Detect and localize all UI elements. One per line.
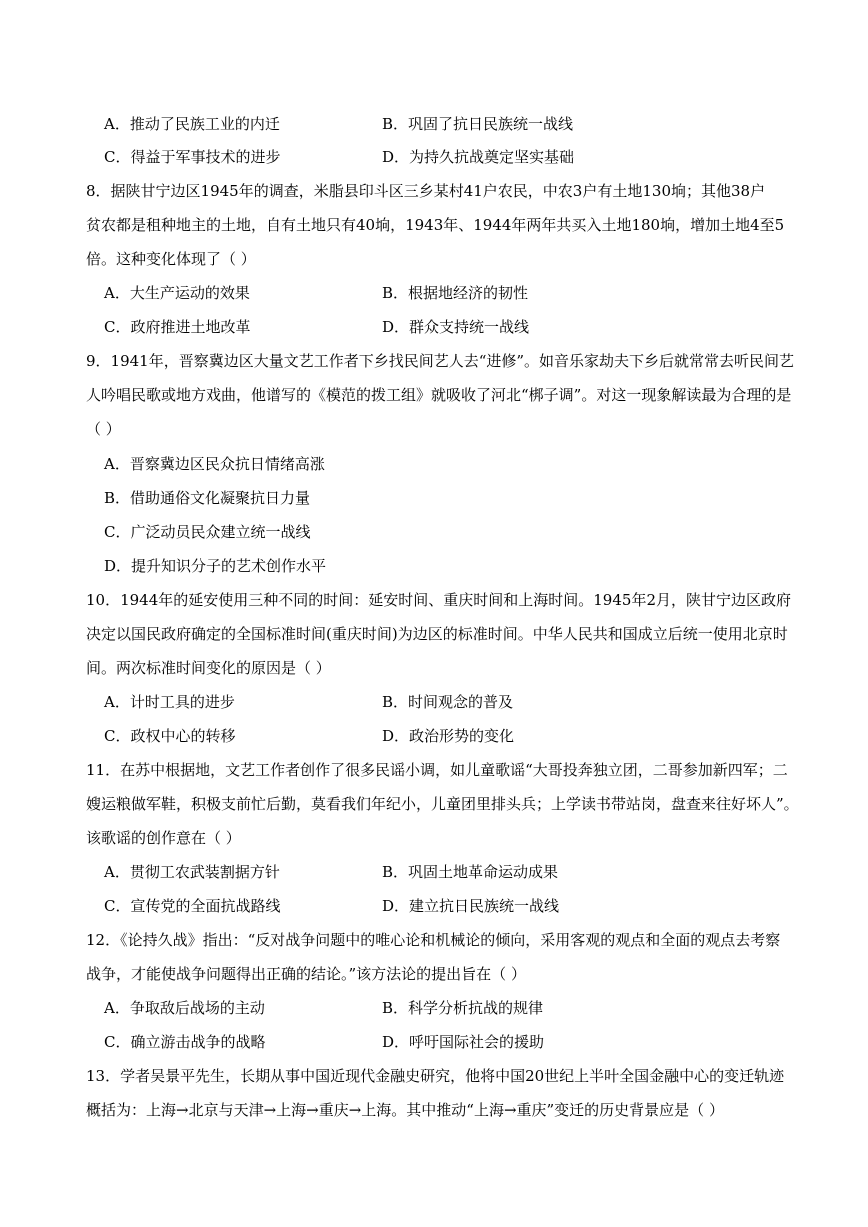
q11-option-a: A．贯彻工农武装割据方针 [104, 863, 280, 881]
q10-stem-line-2: 决定以国民政府确定的全国标准时间(重庆时间)为边区的标准时间。中华人民共和国成立后统一使用北京时 [86, 625, 788, 643]
q12-option-b: B．科学分析抗战的规律 [382, 999, 544, 1017]
q9-stem-line-2: 人吟唱民歌或地方戏曲，他谱写的《模范的拨工组》就吸收了河北“梆子调”。对这一现象解读最为合理的是 [86, 386, 792, 404]
q9-option-c: C．广泛动员民众建立统一战线 [104, 523, 311, 541]
q12-option-a: A．争取敌后战场的主动 [104, 999, 265, 1017]
q9-option-a: A．晋察冀边区民众抗日情绪高涨 [104, 455, 325, 473]
q7-option-c: C．得益于军事技术的进步 [104, 148, 281, 166]
q8-option-a: A．大生产运动的效果 [104, 284, 250, 302]
q7-option-a: A．推动了民族工业的内迁 [104, 115, 280, 133]
q10-stem-line-3: 间。两次标准时间变化的原因是（ ） [86, 659, 331, 677]
q8-stem-line-3: 倍。这种变化体现了（ ） [86, 250, 256, 268]
q11-stem-line-3: 该歌谣的创作意在（ ） [86, 829, 241, 847]
q8-option-d: D．群众支持统一战线 [382, 318, 530, 336]
q9-option-b: B．借助通俗文化凝聚抗日力量 [104, 489, 311, 507]
q11-stem-line-2: 嫂运粮做军鞋，积极支前忙后勤，莫看我们年纪小，儿童团里排头兵；上学读书带站岗，盘查来往好坏人”。 [86, 795, 799, 813]
q13-stem-line-2: 概括为：上海→北京与天津→上海→重庆→上海。其中推动“上海→重庆”变迁的历史背景应是（ ） [86, 1101, 724, 1119]
q12-stem-line-2: 战争，才能使战争问题得出正确的结论。”该方法论的提出旨在（ ） [86, 965, 526, 983]
q9-stem-line-1: 9．1941年，晋察冀边区大量文艺工作者下乡找民间艺人去“进修”。如音乐家劫夫下乡后就常常去听民间艺 [86, 352, 795, 370]
q10-option-d: D．政治形势的变化 [382, 727, 515, 745]
q10-option-a: A．计时工具的进步 [104, 693, 235, 711]
q11-option-c: C．宣传党的全面抗战路线 [104, 897, 281, 915]
q7-option-d: D．为持久抗战奠定坚实基础 [382, 148, 575, 166]
q8-option-c: C．政府推进土地改革 [104, 318, 251, 336]
q12-option-d: D．呼吁国际社会的援助 [382, 1033, 545, 1051]
q11-option-d: D．建立抗日民族统一战线 [382, 897, 560, 915]
q11-stem-line-1: 11．在苏中根据地，文艺工作者创作了很多民谣小调，如儿童歌谣“大哥投奔独立团，二哥参加新四军；二 [86, 761, 788, 779]
q9-option-d: D．提升知识分子的艺术创作水平 [104, 557, 327, 575]
q8-option-b: B．根据地经济的韧性 [382, 284, 529, 302]
q8-stem-line-1: 8．据陕甘宁边区1945年的调查，米脂县印斗区三乡某村41户农民，中农3户有土地130垧；其他38户 [86, 182, 766, 200]
q7-option-b: B．巩固了抗日民族统一战线 [382, 115, 574, 133]
q10-option-c: C．政权中心的转移 [104, 727, 236, 745]
q11-option-b: B．巩固土地革命运动成果 [382, 863, 559, 881]
q8-stem-line-2: 贫农都是租种地主的土地，自有土地只有40垧，1943年、1944年两年共买入土地180垧，增加土地4至5 [86, 216, 785, 234]
q10-stem-line-1: 10．1944年的延安使用三种不同的时间：延安时间、重庆时间和上海时间。1945年2月，陕甘宁边区政府 [86, 591, 791, 609]
q10-option-b: B．时间观念的普及 [382, 693, 514, 711]
q12-option-c: C．确立游击战争的战略 [104, 1033, 266, 1051]
q13-stem-line-1: 13．学者吴景平先生，长期从事中国近现代金融史研究，他将中国20世纪上半叶全国金融中心的变迁轨迹 [86, 1067, 785, 1085]
q9-stem-line-3: （ ） [86, 420, 121, 438]
q12-stem-line-1: 12．《论持久战》指出：“反对战争问题中的唯心论和机械论的倾向，采用客观的观点和全面的观点去考察 [86, 931, 781, 949]
